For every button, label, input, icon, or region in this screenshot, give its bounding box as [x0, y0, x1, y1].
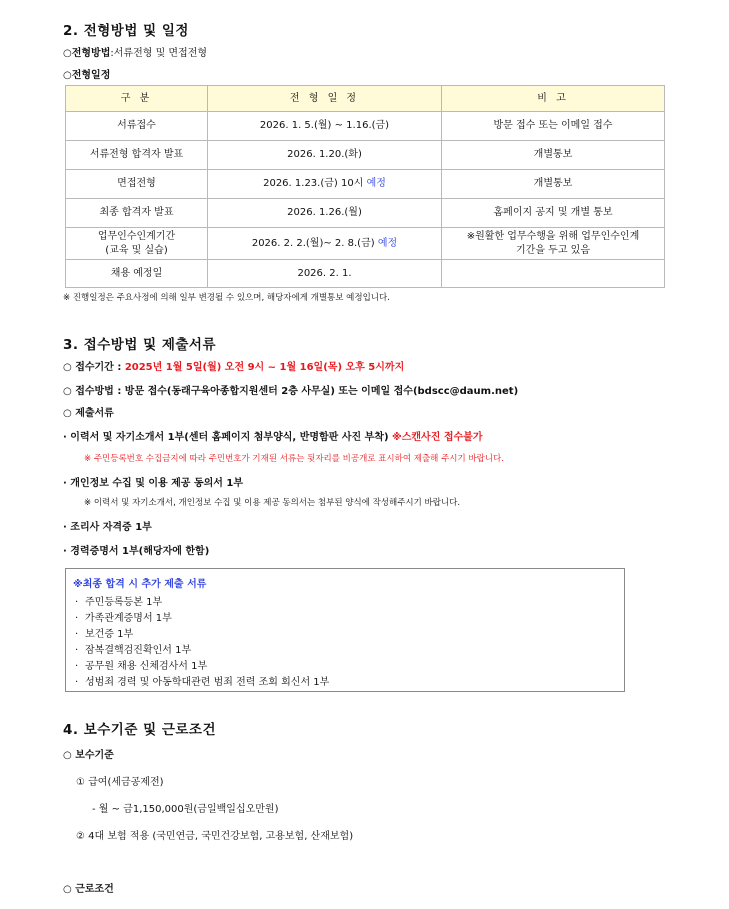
row-remark: ※원활한 업무수행을 위해 업무인수인계 기간을 두고 있음: [442, 228, 665, 260]
final-documents-box: [65, 568, 625, 692]
list-item: · 잠복결핵검진확인서 1부: [75, 645, 192, 656]
doc-cook-license: · 조리사 자격증 1부: [63, 522, 152, 533]
row-schedule: 2026. 1.23.(금) 10시 예정: [208, 170, 442, 199]
pay-salary-detail: - 월 ~ 금1,150,000원(금일백일십오만원): [92, 804, 279, 815]
doc-resume-note: ※ 주민등록번호 수집금지에 따라 주민번호가 기재된 서류는 뒷자리를 비공개로 표시하여 제출해 주시기 바랍니다.: [84, 454, 504, 464]
row-schedule: 2026. 1.26.(월): [208, 199, 442, 228]
pay-item-insurance: ② 4대 보험 적용 (국민연금, 국민건강보험, 고용보험, 산재보험): [76, 831, 354, 842]
table-row: [66, 112, 665, 141]
table-row: [66, 199, 665, 228]
section-heading-pay: 4. 보수기준 및 근로조건: [63, 722, 216, 738]
schedule-table: [65, 85, 665, 288]
row-schedule: 2026. 2. 1.: [208, 260, 442, 288]
row-remark: 방문 접수 또는 이메일 접수: [442, 112, 665, 141]
doc-consent: · 개인정보 수집 및 이용 제공 동의서 1부: [63, 478, 244, 489]
row-category: 최종 합격자 발표: [66, 199, 208, 228]
method-value: :서류전형 및 면접전형: [110, 48, 208, 59]
list-item: · 공무원 채용 신체검사서 1부: [75, 661, 208, 672]
row-category: 서류접수: [66, 112, 208, 141]
section-heading-schedule: 2. 전형방법 및 일정: [63, 23, 189, 39]
list-item: · 성범죄 경력 및 아동학대관련 범죄 전력 조회 회신서 1부: [75, 677, 330, 688]
conditions-label: ○ 근로조건: [63, 884, 114, 895]
period-value: 2025년 1월 5일(월) 오전 9시 ~ 1월 16일(목) 오후 5시까지: [124, 362, 405, 373]
list-item: · 가족관계증명서 1부: [75, 613, 172, 624]
method-line: [63, 44, 207, 59]
table-row: [66, 141, 665, 170]
doc-career-certificate: · 경력증명서 1부(해당자에 한함): [63, 546, 210, 557]
doc-consent-note: ※ 이력서 및 자기소개서, 개인정보 수집 및 이용 제공 동의서는 첨부된 양식에 작성해주시기 바랍니다.: [84, 498, 461, 508]
table-row: [66, 170, 665, 199]
row-remark: [442, 260, 665, 288]
row-schedule: 2026. 2. 2.(월)~ 2. 8.(금) 예정: [208, 228, 442, 260]
table-row: [66, 260, 665, 288]
row-category: 채용 예정일: [66, 260, 208, 288]
list-item: · 보건증 1부: [75, 629, 134, 640]
pay-label: ○ 보수기준: [63, 750, 114, 761]
row-remark: 홈페이지 공지 및 개별 통보: [442, 199, 665, 228]
row-schedule: 2026. 1.20.(화): [208, 141, 442, 170]
planned-tag: 예정: [377, 237, 398, 249]
doc-resume: · 이력서 및 자기소개서 1부(센터 홈페이지 첨부양식, 반명함판 사진 부착) ※스캔사진 접수불가: [63, 432, 483, 443]
row-category: 서류전형 합격자 발표: [66, 141, 208, 170]
table-row: [66, 228, 665, 260]
table-header-cell: 전 형 일 정: [208, 86, 442, 112]
documents-label: ○ 제출서류: [63, 408, 114, 419]
schedule-label: ○전형일정: [63, 70, 111, 81]
period-label: ○ 접수기간 :: [63, 362, 125, 373]
pay-item-salary: ① 급여(세금공제전): [76, 777, 164, 788]
scan-photo-warning: ※스캔사진 접수불가: [392, 432, 483, 443]
list-item: · 주민등록등본 1부: [75, 597, 163, 608]
row-category: 업무인수인계기간 (교육 및 실습): [66, 228, 208, 260]
section-heading-application: 3. 접수방법 및 제출서류: [63, 337, 216, 353]
table-header-row: [66, 86, 665, 112]
application-method: ○ 접수방법 : 방문 접수(동래구육아종합지원센터 2층 사무실) 또는 이메일 접수(bdscc@daum.net): [63, 386, 519, 397]
row-category: 면접전형: [66, 170, 208, 199]
row-schedule: 2026. 1. 5.(월) ~ 1.16.(금): [208, 112, 442, 141]
row-remark: 개별통보: [442, 170, 665, 199]
schedule-note: ※ 진행일정은 주요사정에 의해 일부 변경될 수 있으며, 해당자에게 개별통보 예정입니다.: [63, 293, 390, 303]
method-label: ○전형방법: [63, 48, 111, 59]
planned-tag: 예정: [366, 178, 386, 190]
final-documents-title: ※최종 합격 시 추가 제출 서류: [73, 579, 207, 590]
table-header-cell: 구 분: [66, 86, 208, 112]
period-line: [63, 358, 404, 373]
table-header-cell: 비 고: [442, 86, 665, 112]
row-remark: 개별통보: [442, 141, 665, 170]
